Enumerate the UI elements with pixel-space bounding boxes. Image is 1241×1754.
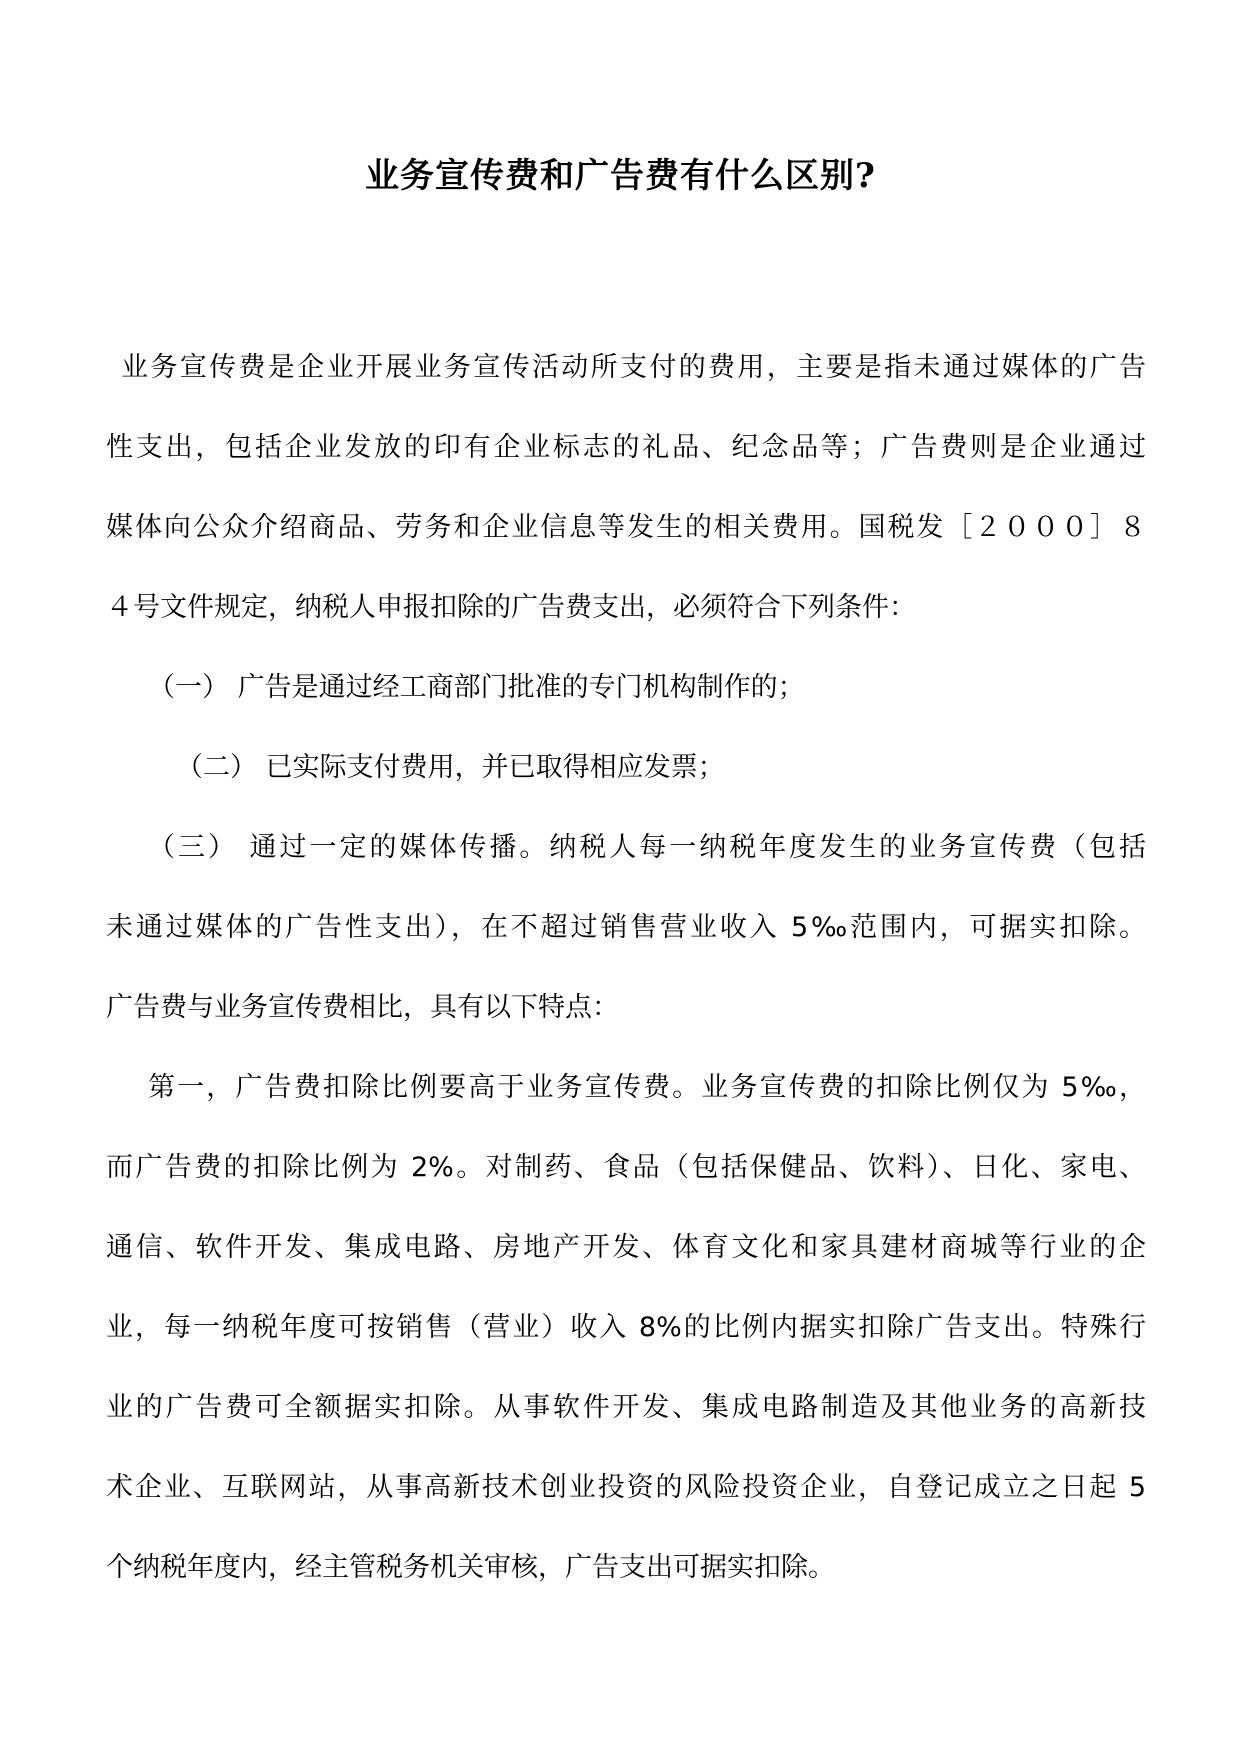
paragraph-line: 业务宣传费是企业开展业务宣传活动所支付的费用，主要是指未通过媒体的广告 [121,352,1146,383]
paragraph-line: 而广告费的扣除比例为 2%。对制药、食品（包括保健品、饮料）、日化、家电、 [106,1152,1146,1183]
paragraph-line: 第一，广告费扣除比例要高于业务宣传费。业务宣传费的扣除比例仅为 5‰， [148,1072,1146,1103]
list-item-1: （一） 广告是通过经工商部门批准的专门机构制作的； [148,672,805,703]
list-item-2: （二） 已实际支付费用，并已取得相应发票； [176,752,725,783]
paragraph-line: 个纳税年度内，经主管税务机关审核，广告支出可据实扣除。 [106,1552,835,1583]
paragraph-line: 术企业、互联网站，从事高新技术创业投资的风险投资企业，自登记成立之日起 5 [106,1472,1146,1503]
paragraph-line: 性支出，包括企业发放的印有企业标志的礼品、纪念品等；广告费则是企业通过 [106,432,1146,463]
paragraph-line: 业，每一纳税年度可按销售（营业）收入 8%的比例内据实扣除广告支出。特殊行 [106,1312,1146,1343]
list-item-3: （三） 通过一定的媒体传播。纳税人每一纳税年度发生的业务宣传费（包括 [148,832,1146,863]
paragraph-line: 未通过媒体的广告性支出），在不超过销售营业收入 5‰范围内，可据实扣除。 [106,912,1146,943]
paragraph-line: 通信、软件开发、集成电路、房地产开发、体育文化和家具建材商城等行业的企 [106,1232,1146,1263]
paragraph-line: 媒体向公众介绍商品、劳务和企业信息等发生的相关费用。国税发［２０００］８ [106,512,1146,543]
document-title: 业务宣传费和广告费有什么区别? [365,156,876,196]
paragraph-line: 业的广告费可全额据实扣除。从事软件开发、集成电路制造及其他业务的高新技 [106,1392,1146,1423]
paragraph-line: ４号文件规定，纳税人申报扣除的广告费支出，必须符合下列条件： [106,592,916,623]
paragraph-line: 广告费与业务宣传费相比，具有以下特点： [106,992,619,1023]
